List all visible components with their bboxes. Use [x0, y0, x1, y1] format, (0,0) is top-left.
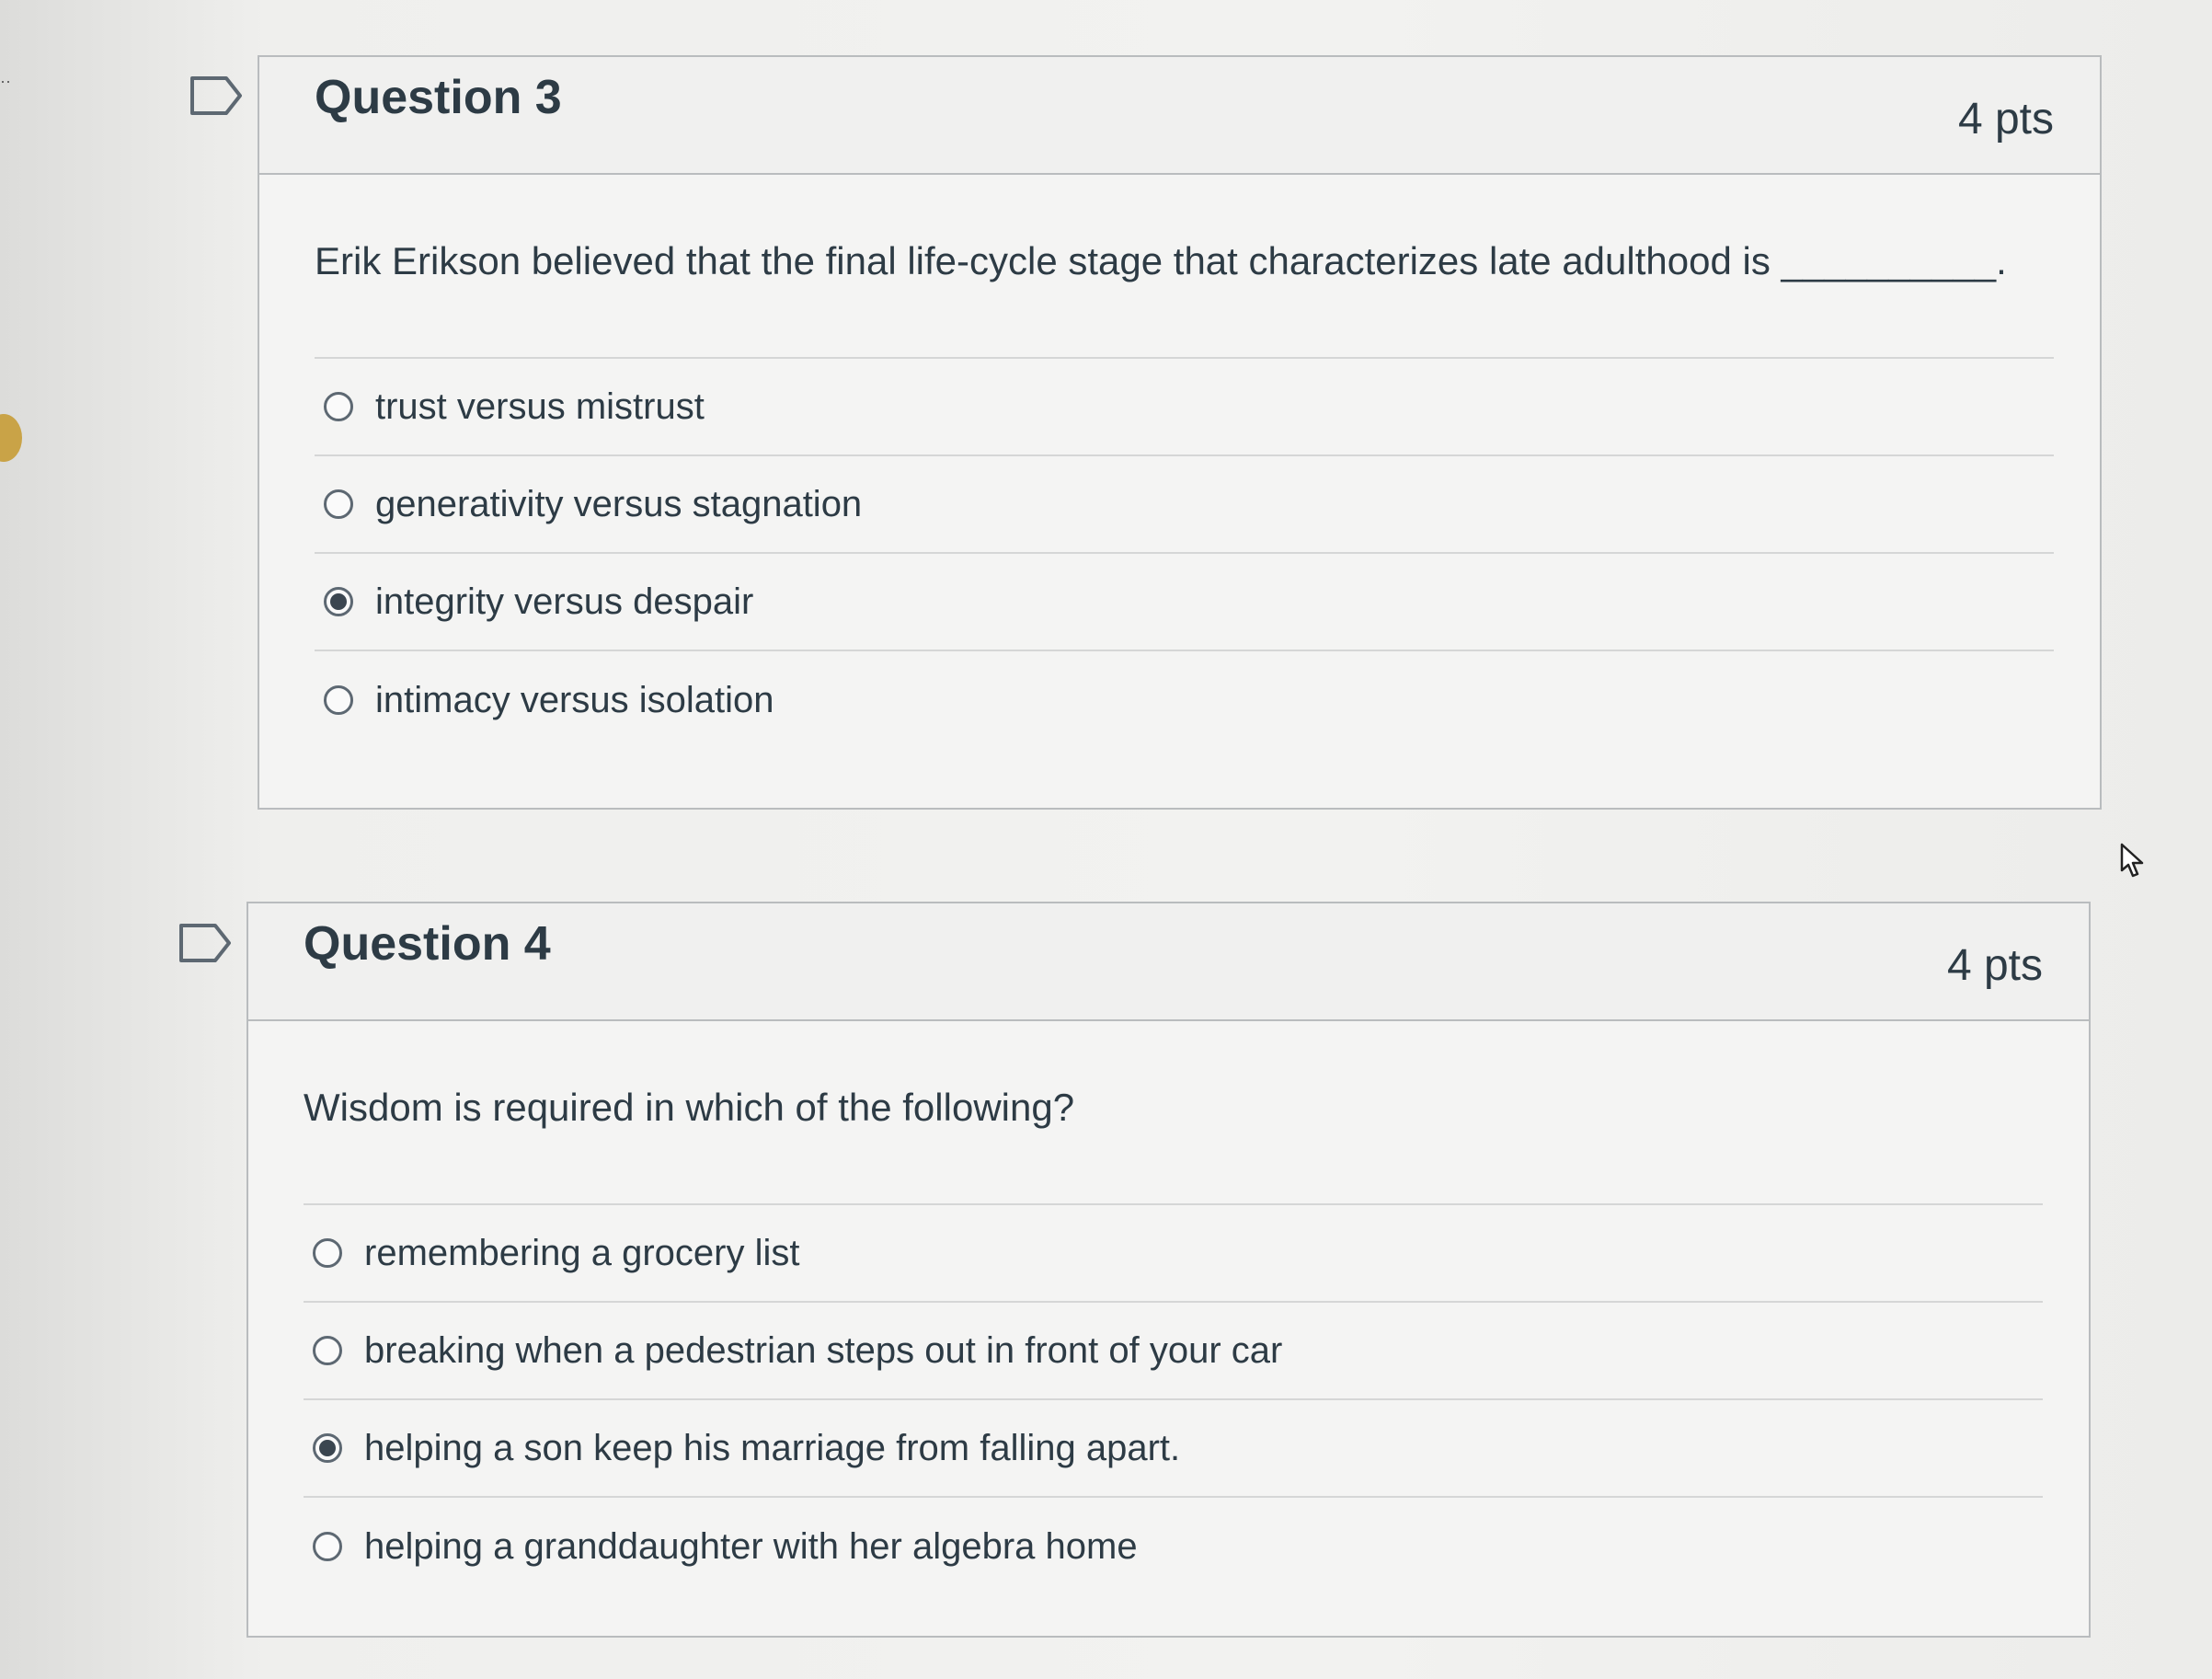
side-indicator [0, 414, 22, 462]
question-text: Wisdom is required in which of the following? [304, 1021, 2043, 1205]
question-points: 4 pts [1946, 941, 2043, 990]
answer-option[interactable] [315, 554, 2054, 651]
question-body [259, 175, 2100, 749]
answer-option[interactable] [315, 651, 2054, 749]
answer-option[interactable] [315, 456, 2054, 554]
radio-unselected-icon[interactable] [324, 392, 353, 421]
question-title: Question 3 [315, 71, 562, 124]
question-title: Question 4 [304, 917, 551, 971]
radio-selected-icon[interactable] [324, 587, 353, 616]
window-edge-dots: ·· [0, 72, 11, 90]
flag-icon[interactable] [178, 923, 232, 963]
question-card [258, 55, 2102, 810]
answer-label: integrity versus despair [375, 581, 754, 622]
radio-unselected-icon[interactable] [324, 685, 353, 715]
question-header [248, 903, 2089, 1021]
flag-icon[interactable] [189, 75, 243, 116]
answer-option[interactable] [304, 1303, 2043, 1400]
radio-unselected-icon[interactable] [324, 489, 353, 519]
mouse-pointer-icon [2119, 843, 2147, 880]
answer-label: intimacy versus isolation [375, 679, 774, 720]
answer-option[interactable] [304, 1205, 2043, 1303]
question-text: Erik Erikson believed that the final life-cycle stage that characterizes late adulthood is __________. [315, 175, 2054, 359]
radio-selected-icon[interactable] [313, 1433, 342, 1463]
answer-list [315, 359, 2054, 749]
answer-label: generativity versus stagnation [375, 483, 863, 524]
radio-unselected-icon[interactable] [313, 1238, 342, 1268]
radio-unselected-icon[interactable] [313, 1532, 342, 1561]
answer-label: helping a granddaughter with her algebra home [364, 1525, 1138, 1567]
question-card [246, 902, 2091, 1638]
question-body [248, 1021, 2089, 1595]
answer-option[interactable] [304, 1498, 2043, 1595]
answer-label: remembering a grocery list [364, 1232, 800, 1273]
answer-label: breaking when a pedestrian steps out in front of your car [364, 1329, 1283, 1371]
answer-option[interactable] [304, 1400, 2043, 1498]
question-header [259, 57, 2100, 175]
question-points: 4 pts [1957, 95, 2054, 144]
answer-list [304, 1205, 2043, 1595]
answer-option[interactable] [315, 359, 2054, 456]
answer-label: helping a son keep his marriage from falling apart. [364, 1427, 1181, 1468]
radio-unselected-icon[interactable] [313, 1336, 342, 1365]
answer-label: trust versus mistrust [375, 385, 705, 427]
